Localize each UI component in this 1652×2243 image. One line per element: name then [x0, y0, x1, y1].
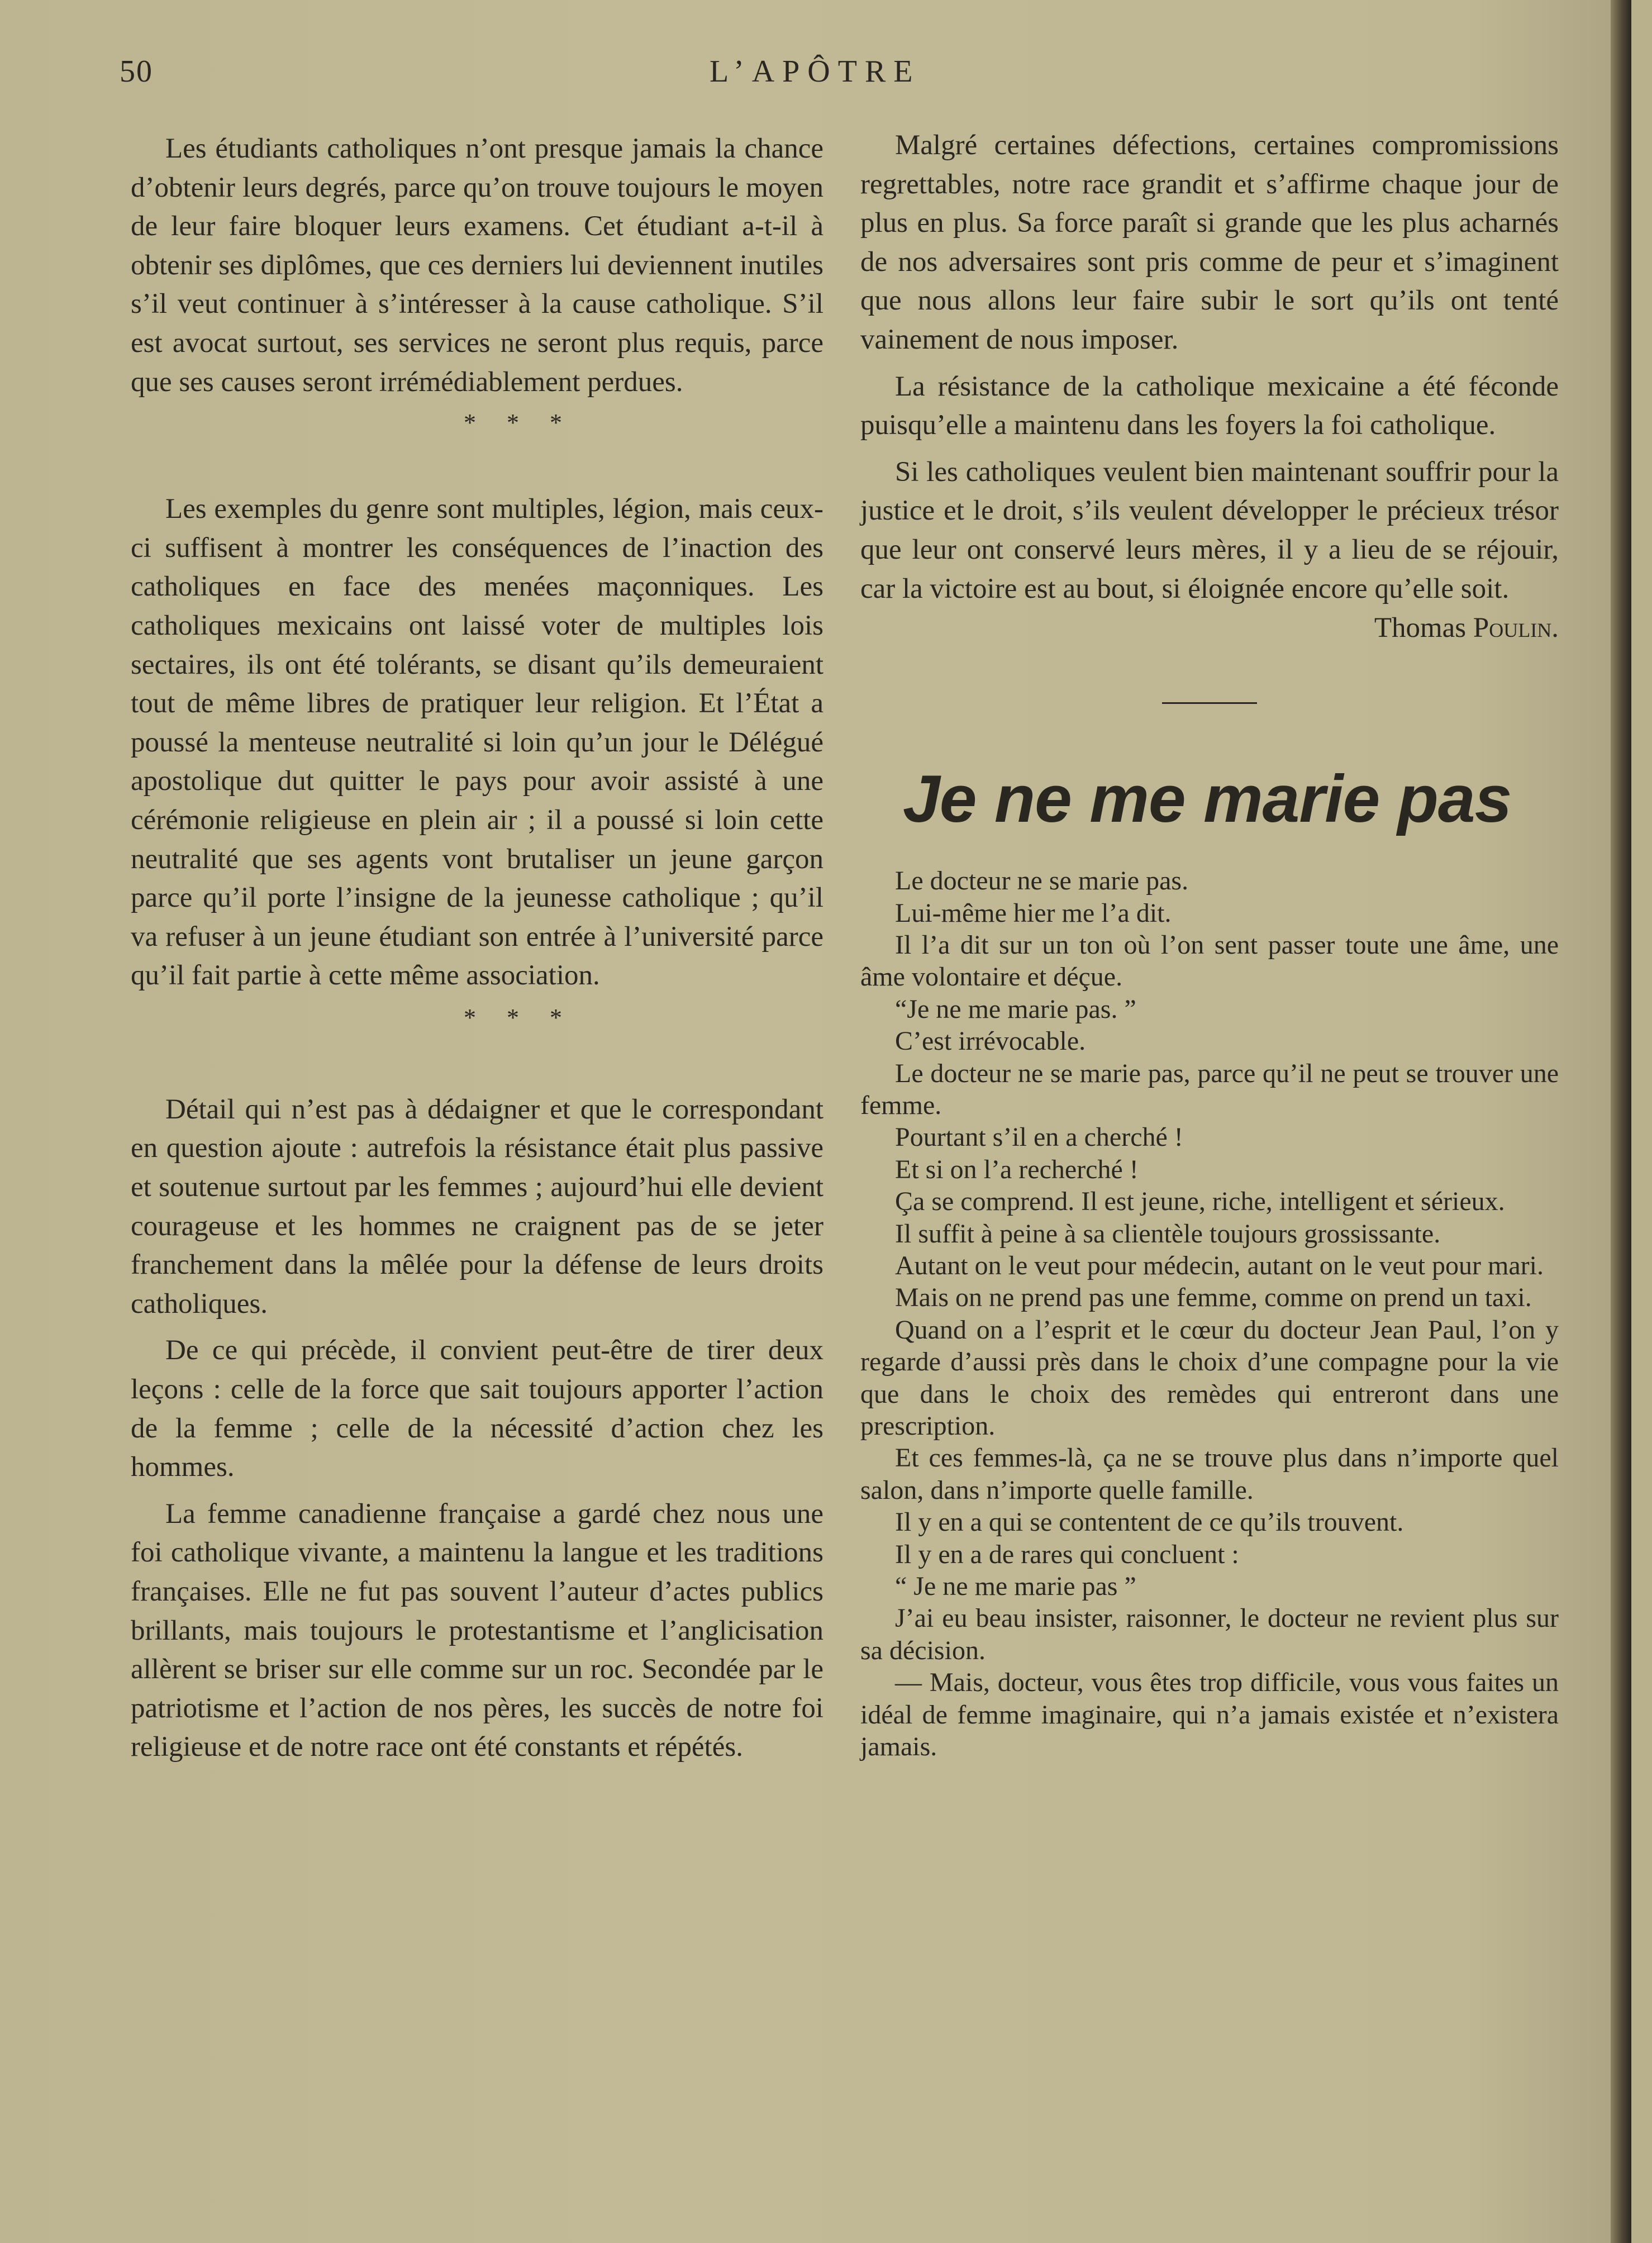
article-line: Et si on l’a recherché ! — [895, 1154, 1139, 1184]
article-line: “Je ne me marie pas. ” — [895, 994, 1136, 1024]
article-line: Il y en a qui se contentent de ce qu’ils trouvent. — [895, 1507, 1404, 1537]
article-title: Je ne me marie pas — [903, 761, 1512, 837]
article-line: Lui-même hier me l’a dit. — [895, 898, 1172, 928]
paragraph: Si les catholiques veulent bien maintenant souffrir pour la justice et le droit, s’ils veulent développer le précieux trésor que leur ont conservé leurs mères, il y a lieu de se réjouir, car la victoire est au bout, si éloignée encore qu’elle soit. — [860, 456, 1559, 604]
article-line: Ça se comprend. Il est jeune, riche, intelligent et sérieux. — [895, 1187, 1505, 1217]
paragraph: La résistance de la catholique mexicaine a été féconde puisqu’elle a maintenu dans les foyers la foi catholique. — [860, 370, 1559, 441]
author-signature — [860, 608, 1559, 647]
article-line: Il y en a de rares qui concluent : — [895, 1539, 1239, 1569]
author-first-name: Thomas — [1374, 612, 1467, 644]
paragraph: Détail qui n’est pas à dédaigner et que le correspondant en question ajoute : autrefois la résistance était plus passive et soutenue surtout par les femmes ; aujourd’hui elle devient courageuse et les hommes ne craignent pas de se jeter franchement dans la mêlée pour la défense de leurs droits catholiques. — [131, 1093, 823, 1320]
page-edge-shadow — [1611, 0, 1631, 2243]
article-line: Mais on ne prend pas une femme, comme on prend un taxi. — [895, 1283, 1532, 1313]
article-body — [860, 865, 1559, 1763]
article-line: Il suffit à peine à sa clientèle toujours grossissante. — [895, 1218, 1441, 1249]
section-separator: * * * — [464, 409, 574, 437]
article-line: Et ces femmes-là, ça ne se trouve plus dans n’importe quel salon, dans n’importe quelle famille. — [860, 1443, 1559, 1505]
article-line: Pourtant s’il en a cherché ! — [895, 1122, 1183, 1153]
article-line: Le docteur ne se marie pas, parce qu’il ne peut se trouver une femme. — [860, 1058, 1559, 1120]
right-column — [860, 126, 1559, 1763]
article-line: J’ai eu beau insister, raisonner, le docteur ne revient plus sur sa décision. — [860, 1603, 1559, 1665]
paragraph: Les étudiants catholiques n’ont presque jamais la chance d’obtenir leurs degrés, parce qu’on trouve toujours le moyen de leur faire bloquer leurs examens. Cet étudiant a-t-il à obtenir ses diplômes, que ces derniers lui deviennent inutiles s’il veut continuer à s’intéresser à la cause catholique. S’il est avocat surtout, ses services ne seront plus requis, parce que ses causes seront irrémédiablement perdues. — [131, 133, 823, 398]
paragraph: De ce qui précède, il convient peut-être de tirer deux leçons : celle de la force que sait toujours apporter l’action de la femme ; celle de la nécessité d’action chez les hommes. — [131, 1335, 823, 1483]
article-line: C’est irrévocable. — [895, 1026, 1086, 1056]
article-line: — Mais, docteur, vous êtes trop difficile, vous vous faites un idéal de femme imaginaire, qui n’a jamais existée et n’existera jamais. — [860, 1668, 1559, 1762]
article-line: “ Je ne me marie pas ” — [895, 1571, 1136, 1602]
paragraph: Malgré certaines défections, certaines compromissions regrettables, notre race grandit et s’affirme chaque jour de plus en plus. Sa force paraît si grande que les plus acharnés de nos adversaires sont pris comme de peur et s’imaginent que nous allons leur faire subir le sort qu’ils ont tenté vainement de nous imposer. — [860, 130, 1559, 355]
page-number: 50 — [120, 54, 153, 89]
section-separator: * * * — [464, 1003, 574, 1031]
left-column — [131, 130, 823, 1767]
running-head: L’APÔTRE — [710, 54, 921, 89]
article-line: Le docteur ne se marie pas. — [895, 866, 1189, 896]
article-line: Quand on a l’esprit et le cœur du docteur Jean Paul, l’on y regarde d’aussi près dans le choix d’une compagne pour la vie que dans le choix des remèdes qui entreront dans une prescription. — [860, 1315, 1559, 1441]
divider-rule — [1162, 702, 1257, 704]
article-line: Il l’a dit sur un ton où l’on sent passer toute une âme, une âme volontaire et déçue. — [860, 930, 1559, 992]
paragraph: Les exemples du genre sont multiples, légion, mais ceux-ci suffisent à montrer les conséquences de l’inaction des catholiques en face des menées maçonniques. Les catholiques mexicains ont laissé voter de multiples lois sectaires, ils ont été tolérants, se disant qu’ils demeuraient tout de même libres de pratiquer leur religion. Et l’État a poussé la menteuse neutralité si loin qu’un jour le Délégué apostolique dut quitter le pays pour avoir assisté à une cérémonie religieuse en plein air ; il a poussé si loin cette neutralité que ses agents vont brutaliser un jeune garçon parce qu’il porte l’insigne de la jeunesse catholique ; qu’il va refuser à un jeune étudiant son entrée à l’université parce qu’il fait partie à cette même association. — [131, 493, 823, 992]
article-line: Autant on le veut pour médecin, autant on le veut pour mari. — [895, 1251, 1544, 1280]
author-last-name: Poulin. — [1473, 612, 1559, 644]
paragraph: La femme canadienne française a gardé chez nous une foi catholique vivante, a maintenu la langue et les traditions françaises. Elle ne fut pas souvent l’auteur d’actes publics brillants, mais toujours le protestantisme et l’anglicisation allèrent se briser sur elle comme sur un roc. Secondée par le patriotisme et l’action de nos pères, les succès de notre foi religieuse et de notre race ont été constants et répétés. — [131, 1498, 823, 1763]
